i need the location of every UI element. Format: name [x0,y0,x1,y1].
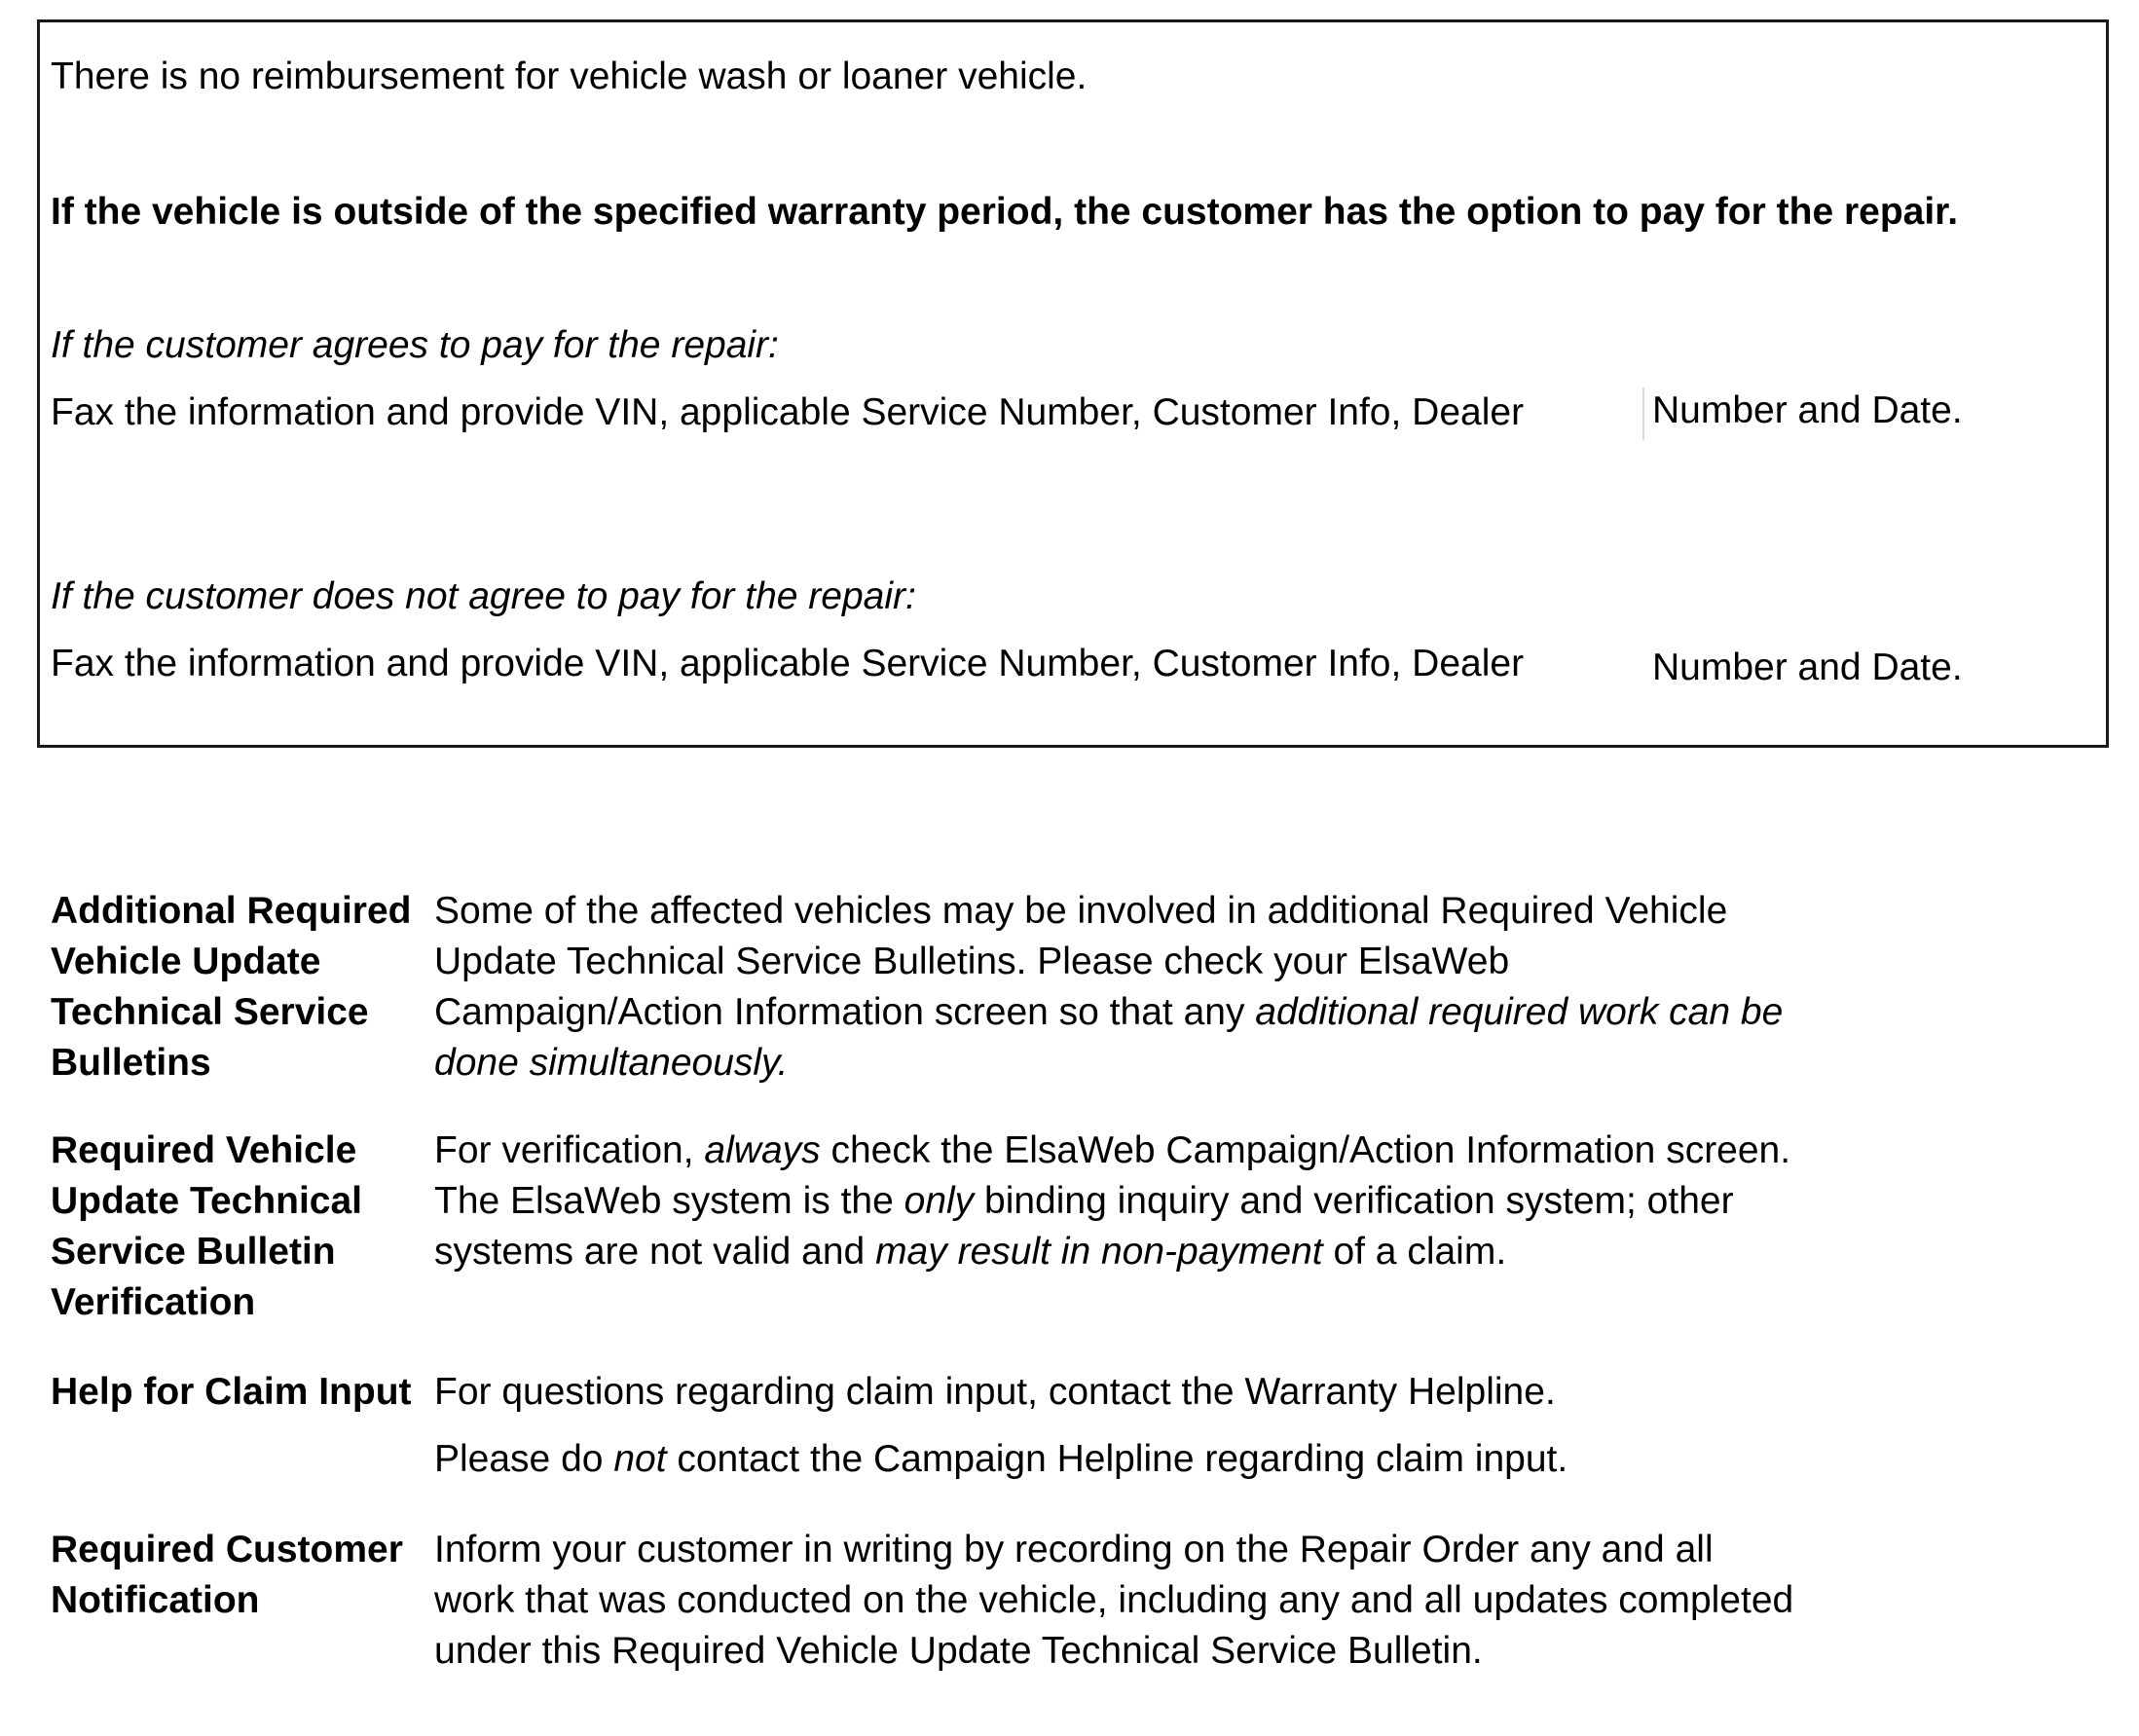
section-label: Required Customer Notification [51,1529,403,1621]
not-agrees-instructions-b: Number and Date. [1652,646,1963,688]
section-label: Required Vehicle Update Technical Service Bulletin Verification [51,1129,363,1323]
section-text: Some of the affected vehicles may be involved in additional Required Vehicle Update Technical Service Bulletins. Please check your ElsaWeb Campaign/Action Information screen so that any additional required work can be done simultaneously. [434,890,1784,1084]
agrees-heading: If the customer agrees to pay for the repair: [51,324,779,366]
section-text: For questions regarding claim input, contact the Warranty Helpline. [434,1371,1556,1413]
section-body [434,886,1797,1089]
no-reimbursement-note: There is no reimbursement for vehicle wash or loaner vehicle. [51,55,1088,97]
agrees-instructions-b: Number and Date. [1652,389,1963,431]
agrees-instructions [51,390,1524,435]
section-label: Additional Required Vehicle Update Technical Service Bulletins [51,890,412,1084]
agrees-instructions-a: Fax the information and provide VIN, applicable Service Number, Customer Info, Dealer [51,391,1525,433]
section-label: Help for Claim Input [51,1371,412,1413]
column-divider [1642,388,1644,440]
section-body [434,1525,1797,1677]
section-body [434,1367,1797,1485]
not-agrees-instructions-a: Fax the information and provide VIN, applicable Service Number, Customer Info, Dealer [51,643,1525,684]
payment-notice-box [37,19,2109,748]
section-body [434,1126,1797,1277]
section-text: Inform your customer in writing by recording on the Repair Order any and all work that was conducted on the vehicle, including any and all updates completed under this Required Vehicle Update Technical Service Bulletin. [434,1529,1794,1672]
not-agrees-heading: If the customer does not agree to pay for the repair: [51,575,916,617]
warranty-period-note: If the vehicle is outside of the specified warranty period, the customer has the option to pay for the repair. [51,191,1959,233]
section-text: For verification, always check the ElsaWeb Campaign/Action Information screen. The ElsaWeb system is the only binding inquiry and verification system; other systems are not valid and may result in non-payment of a claim. [434,1129,1791,1273]
section-text-2: Please do not contact the Campaign Helpline regarding claim input. [434,1438,1568,1480]
